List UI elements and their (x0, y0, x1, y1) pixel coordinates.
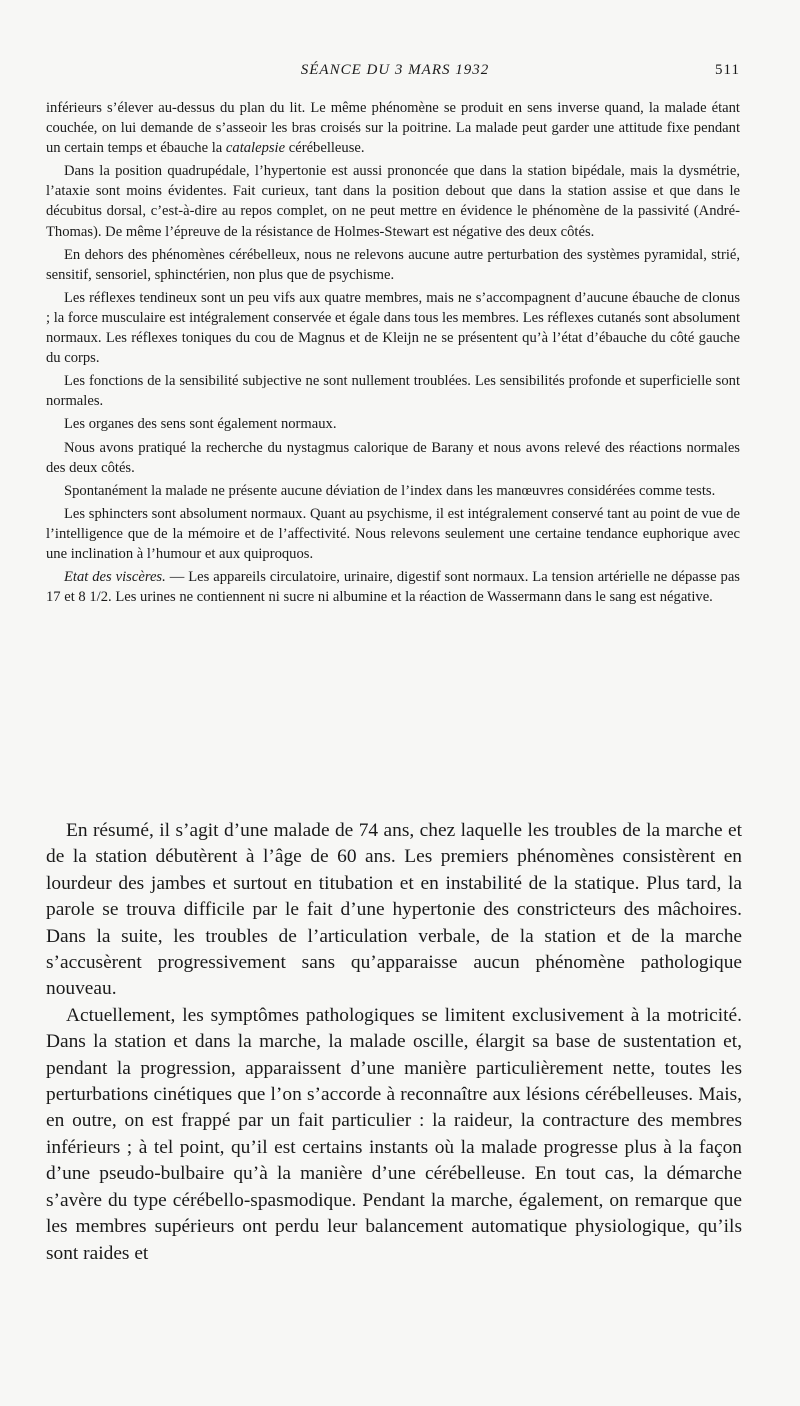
paragraph-reflexes: Les réflexes tendineux sont un peu vifs aux quatre membres, mais ne s’accompagnent d’aucune ébauche de clonus ; la force musculaire est intégralement conservée et égale dans tous les membres. Les réflexes cutanés sont absolument normaux. Les réflexes toniques du cou de Magnus et de Kleijn ne se présentent qu’à l’état d’ébauche du côté gauche du corps. (46, 289, 740, 367)
case-report-small-text (46, 98, 740, 610)
paragraph-viscera: Etat des viscères. — Les appareils circulatoire, urinaire, digestif sont normaux. La tension artérielle ne dépasse pas 17 et 8 1/2. Les urines ne contiennent ni sucre ni albumine et la réaction de Wassermann dans le sang est négative. (46, 569, 740, 606)
paragraph-current-symptoms: Actuellement, les symptômes pathologiques se limitent exclusivement à la motricité. Dans la station et dans la marche, la malade oscille, élargit sa base de sustentation et, pendant la progression, apparaissent d’une manière particulièrement nette, toutes les perturbations cinétiques que l’on s’accorde à reconnaître aux lésions cérébelleuses. Mais, en outre, on est frappé par un fait particulier : la raideur, la contracture des membres inférieurs ; à tel point, qu’il est certains instants où la malade progresse plus à la façon d’une pseudo-bulbaire qu’à la manière d’une cérébelleuse. En tout cas, la démarche s’avère du type cérébello-spasmodique. Pendant la marche, également, on remarque que les membres supérieurs ont perdu leur balancement automatique physiologique, qu’ils sont raides et (46, 1004, 742, 1264)
italic-heading: Etat des viscères. (64, 569, 166, 586)
paragraph-nystagmus: Nous avons pratiqué la recherche du nystagmus calorique de Barany et nous avons relevé des réactions normales des deux côtés. (46, 439, 740, 476)
paragraph-index-deviation: Spontanément la malade ne présente aucune déviation de l’index dans les manœuvres considérées comme tests. (64, 482, 716, 499)
paragraph-summary: En résumé, il s’agit d’une malade de 74 ans, chez laquelle les troubles de la marche et de la station débutèrent à l’âge de 60 ans. Les premiers phénomènes consistèrent en lourdeur des jambes et surtout en titubation et en instabilité de la statique. Plus tard, la parole se trouva difficile par le fait d’une hypertonie des constricteurs des mâchoires. Dans la suite, les troubles de l’articulation verbale, de la station et de la marche s’accusèrent progressivement sans qu’apparaisse aucun phénomène pathologique nouveau. (46, 820, 742, 1000)
paragraph-sphincters: Les sphincters sont absolument normaux. Quant au psychisme, il est intégralement conservé tant au point de vue de l’intelligence que de la mémoire et de l’affectivité. Nous relevons seulement une certaine tendance euphorique avec une inclination à l’humour et aux quiproquos. (46, 505, 740, 562)
paragraph-quadrupedal: Dans la position quadrupédale, l’hypertonie est aussi prononcée que dans la station bipédale, mais la dysmétrie, l’ataxie sont moins évidentes. Fait curieux, tant dans la position debout que dans la station assise et que dans le décubitus dorsal, c’est-à-dire au repos complet, on ne peut mettre en évidence le phénomène de la passivité (André-Thomas). De même l’épreuve de la résistance de Holmes-Stewart est négative des deux côtés. (46, 163, 740, 240)
page-number: 511 (715, 62, 740, 78)
paragraph-senses: Les organes des sens sont également normaux. (64, 416, 337, 433)
running-header (50, 62, 740, 86)
running-title: SÉANCE DU 3 MARS 1932 (300, 62, 490, 78)
paragraph-catalepsy: inférieurs s’élever au-dessus du plan du lit. Le même phénomène se produit en sens inverse quand, la malade étant couchée, on lui demande de s’asseoir les bras croisés sur la poitrine. La malade peut garder une attitude fixe pendant un certain temps et ébauche la catalepsie cérébelleuse. (46, 100, 740, 157)
paragraph-other-systems: En dehors des phénomènes cérébelleux, nous ne relevons aucune autre perturbation des systèmes pyramidal, strié, sensitif, sensoriel, sphinctérien, non plus que de psychisme. (46, 246, 740, 283)
italic-term: catalepsie (225, 140, 286, 157)
paragraph-sensibility: Les fonctions de la sensibilité subjective ne sont nullement troublées. Les sensibilités profonde et superficielle sont normales. (46, 373, 740, 410)
summary-large-text (46, 818, 742, 1267)
